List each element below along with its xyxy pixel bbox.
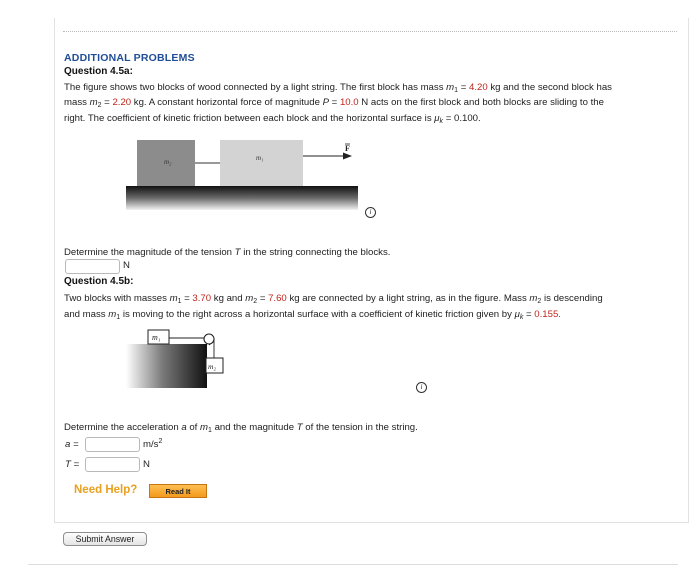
label-m1: m₁ [256, 154, 264, 162]
q2-m1-value: 3.70 [192, 293, 212, 304]
read-it-button[interactable]: Read It [149, 484, 207, 498]
question-a-prompt: Determine the magnitude of the tension T in the string connecting the blocks. [64, 247, 391, 258]
q2-m2-value: 7.60 [268, 293, 287, 304]
q2-mu-value: 0.155. [534, 309, 561, 320]
info-icon[interactable]: i [416, 382, 427, 393]
block-m1 [220, 140, 303, 186]
acceleration-answer-input[interactable] [85, 437, 140, 452]
table-surface [126, 344, 207, 388]
q1-m1-value: 4.20 [469, 82, 488, 93]
force-arrowhead [343, 153, 352, 160]
figure-two-blocks [124, 135, 360, 215]
tension-b-answer-input[interactable] [85, 457, 140, 472]
label-m2: m₂ [208, 362, 217, 371]
q1-mu-value: 0.100. [453, 113, 481, 124]
q1-p-value: 10.0 [339, 97, 359, 108]
question-a-text-line1: The figure shows two blocks of wood connected by a light string. The first block has mass $m_1 = 4.20$ kg and the second block has [64, 82, 612, 94]
pulley [204, 334, 214, 344]
floor-surface [126, 186, 358, 210]
label-m2: m₂ [164, 158, 172, 166]
tension-label: T = [65, 459, 80, 470]
acceleration-unit: $m/s^2$ [143, 438, 163, 451]
label-force: F [345, 144, 350, 153]
question-b-text-line2: and mass $m_1$ is moving to the right across a horizontal surface with a coefficient of kinetic friction given by $\mu_k = 0.155$. [64, 309, 561, 321]
label-m1: m₁ [152, 333, 161, 342]
question-a-title: Question 4.5a: [64, 66, 133, 77]
top-divider [63, 31, 677, 32]
question-b-title: Question 4.5b: [64, 276, 134, 287]
info-icon[interactable]: i [365, 207, 376, 218]
question-a-text-line2: mass $m_2 = 2.20$ kg. A constant horizontal force of magnitude P = 10.0 N acts on the first block and both blocks are sliding to the [64, 97, 604, 109]
tension-answer-input[interactable] [65, 259, 120, 274]
question-a-text-line3: right. The coefficient of kinetic friction between each block and the horizontal surface is $\mu_k = 0.100$. [64, 113, 481, 125]
tension-b-unit: N [143, 459, 150, 470]
q1-m2-value: 2.20 [112, 97, 132, 108]
need-help-label: Need Help? [74, 484, 138, 496]
figure-pulley [124, 327, 234, 389]
question-b-prompt: Determine the acceleration a of $m_1$ and the magnitude T of the tension in the string. [64, 422, 418, 434]
section-title: ADDITIONAL PROBLEMS [64, 52, 195, 64]
submit-answer-button[interactable]: Submit Answer [63, 532, 147, 546]
tension-unit: N [123, 260, 130, 271]
question-b-text-line1: Two blocks with masses $m_1 = 3.70$ kg and $m_2 = 7.60$ kg are connected by a light string, as in the figure. Mass $m_2$ is descending [64, 293, 603, 305]
acceleration-label: a = [65, 439, 79, 450]
